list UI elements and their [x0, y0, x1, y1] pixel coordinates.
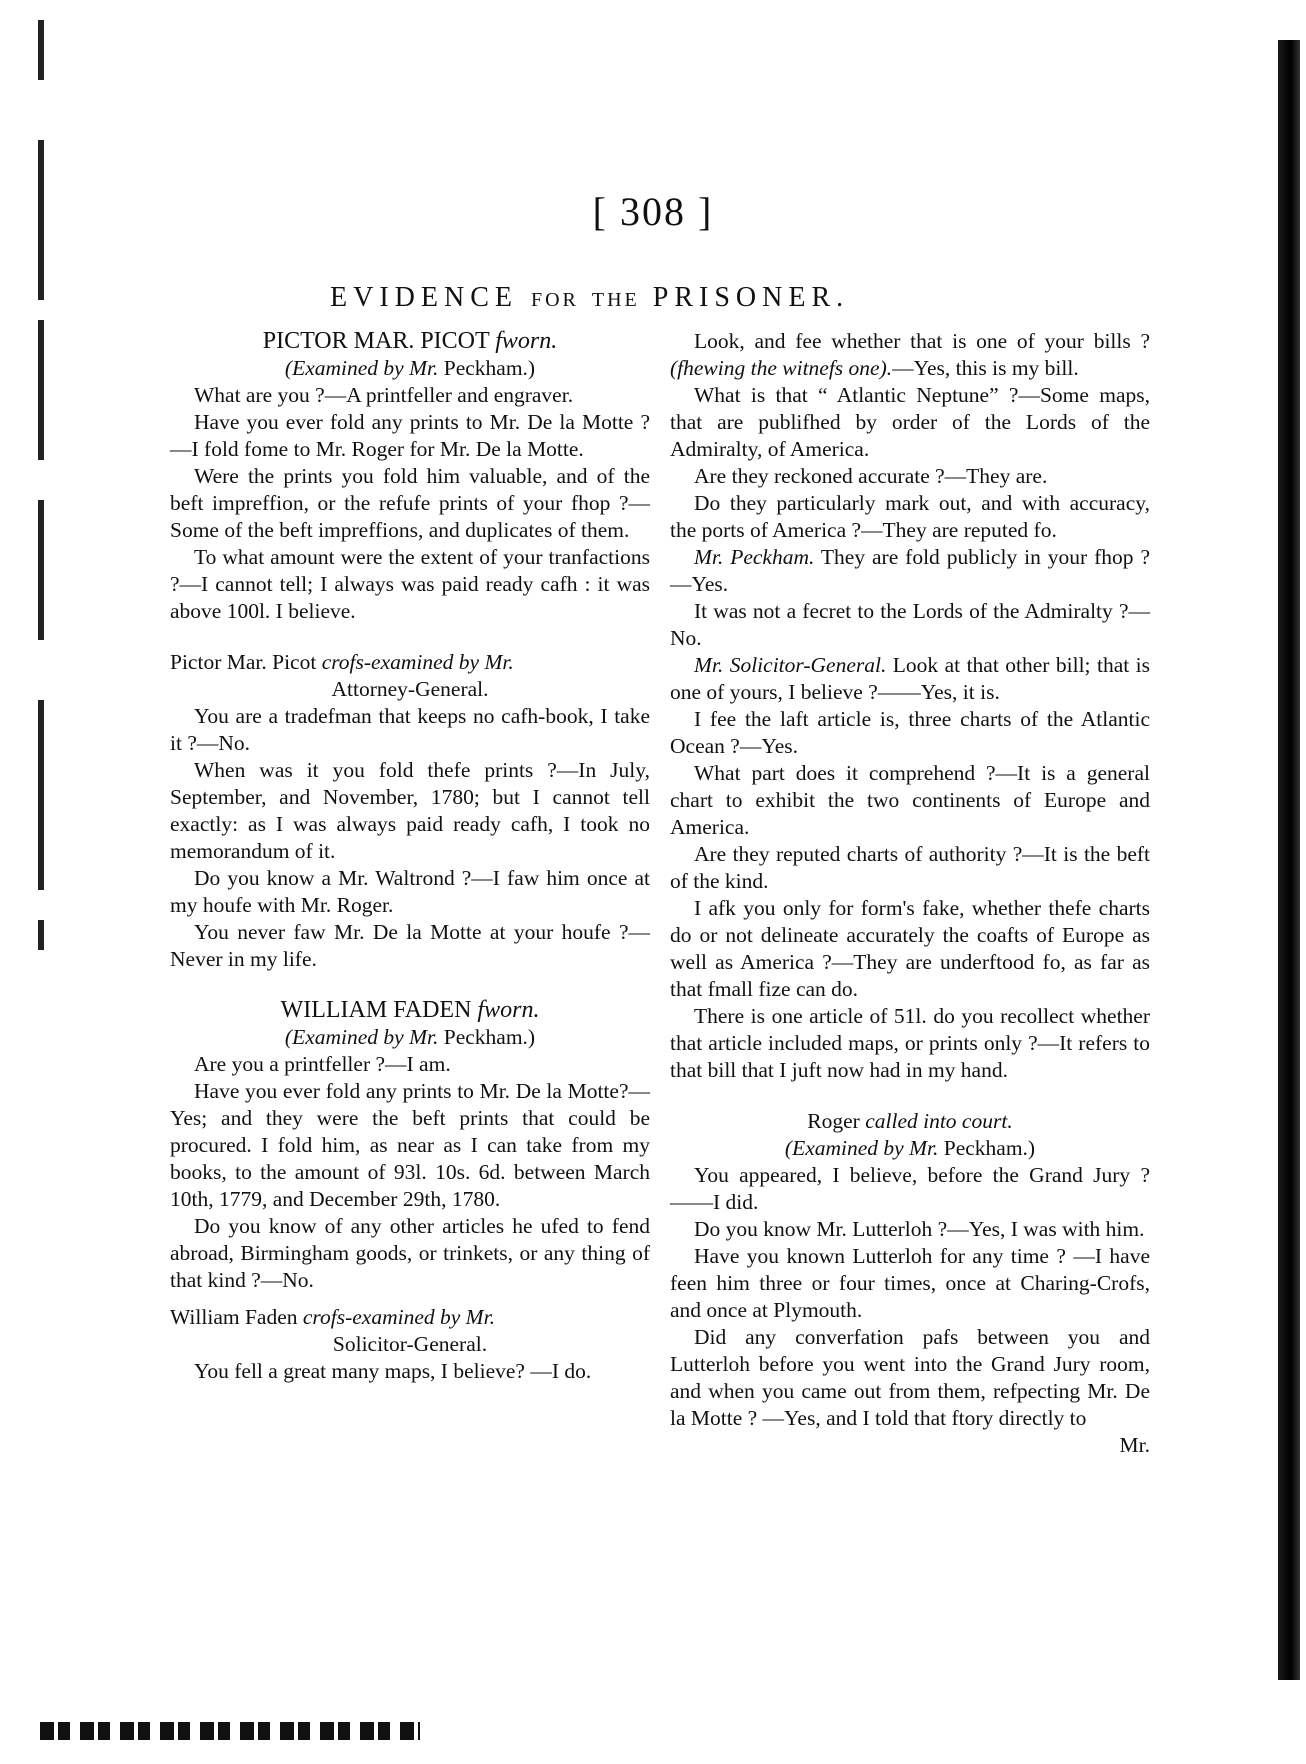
testimony-paragraph: There is one article of 51l. do you recollect whether that article included maps, or prints only ?—It refers to that bill that I juft now had in my hand.: [670, 1004, 1150, 1082]
examined-label: (Examined by Mr.: [284, 1025, 439, 1049]
cross-examined-label: crofs-examined by Mr.: [321, 650, 514, 674]
sworn-label: fworn.: [495, 328, 558, 354]
testimony-paragraph: Are you a printfeller ?—I am.: [194, 1052, 451, 1076]
testimony-paragraph: Have you known Lutterloh for any time ? —I have feen him three or four times, once at Charing-Crofs, and once at Plymouth.: [670, 1244, 1150, 1322]
testimony-paragraph: You are a tradefman that keeps no cafh-book, I take it ?—No.: [170, 704, 650, 755]
question-text: Look, and fee whether that is one of your bills ?: [694, 329, 1150, 353]
speaker-name: Mr. Solicitor-General.: [694, 653, 887, 677]
witness-name: Roger: [807, 1109, 860, 1133]
testimony-paragraph: Have you ever fold any prints to Mr. De la Motte?—Yes; and they were the beft prints that could be procured. I fold him, as near as I can take from my books, to the amount of 93l. 10s. 6d. between March 10th, 1779, and December 29th, 1780.: [170, 1079, 650, 1211]
testimony-paragraph: You never faw Mr. De la Motte at your houfe ?—Never in my life.: [170, 920, 650, 971]
testimony-paragraph: When was it you fold thefe prints ?—In July, September, and November, 1780; but I cannot tell exactly: as I was always paid ready cafh, I took no memorandum of it.: [170, 758, 650, 863]
witness-name: PICTOR MAR. PICOT: [262, 328, 490, 354]
scan-edge-right: [1278, 40, 1300, 1680]
testimony-paragraph: Have you ever fold any prints to Mr. De la Motte ?—I fold fome to Mr. Roger for Mr. De la Motte.: [170, 410, 650, 461]
section-heading: [330, 282, 849, 314]
examiner-name: Peckham.): [443, 1025, 536, 1049]
testimony-paragraph: Did any converfation pafs between you and Lutterloh before you went into the Grand Jury room, and when you came out from them, refpecting Mr. De la Motte ? —Yes, and I told that ftory directly to: [670, 1325, 1150, 1430]
testimony-paragraph: Do they particularly mark out, and with accuracy, the ports of America ?—They are reputed fo.: [670, 491, 1150, 542]
cross-exam-heading-picot: [170, 649, 650, 676]
heading-for: FOR: [530, 289, 579, 311]
cross-exam-heading-faden: [170, 1304, 650, 1331]
testimony-paragraph: Were the prints you fold him valuable, and of the beft impreffion, or the refufe prints of your fhop ?—Some of the beft impreffions, and duplicates of them.: [170, 464, 650, 542]
witness-name: William Faden: [170, 1305, 298, 1329]
heading-the: THE: [591, 289, 640, 311]
testimony-paragraph: Do you know a Mr. Waltrond ?—I faw him once at my houfe with Mr. Roger.: [170, 866, 650, 917]
testimony-paragraph: [670, 652, 1150, 706]
witness-heading-faden: [170, 997, 650, 1024]
testimony-paragraph: I afk you only for form's fake, whether thefe charts do or not delineate accurately the coafts of Europe as well as America ?—They are underftood fo, as far as that fmall fize can do.: [670, 896, 1150, 1001]
testimony-paragraph: Are they reputed charts of authority ?—It is the beft of the kind.: [670, 842, 1150, 893]
witness-heading-roger: [670, 1108, 1150, 1135]
testimony-paragraph: What part does it comprehend ?—It is a general chart to exhibit the two continents of Europe and America.: [670, 761, 1150, 839]
cross-examined-label: crofs-examined by Mr.: [302, 1305, 495, 1329]
catchword: Mr.: [1119, 1433, 1150, 1457]
called-label: called into court.: [865, 1109, 1013, 1133]
testimony-paragraph: I fee the laft article is, three charts of the Atlantic Ocean ?—Yes.: [670, 707, 1150, 758]
stage-direction: (fhewing the witnefs one).: [670, 356, 893, 380]
speaker-name: Mr. Peckham.: [694, 545, 815, 569]
scan-edge-left: [38, 20, 48, 1620]
sworn-label: fworn.: [477, 997, 540, 1023]
examined-by-line: [170, 355, 650, 382]
testimony-paragraph: [670, 328, 1150, 382]
heading-evidence: EVIDENCE: [330, 282, 518, 313]
examiner-name: Peckham.): [943, 1136, 1036, 1160]
scan-footer-marks: [40, 1722, 420, 1740]
right-column: [670, 328, 1150, 1459]
examined-label: (Examined by Mr.: [284, 356, 439, 380]
testimony-paragraph: What are you ?—A printfeller and engraver.: [194, 383, 574, 407]
examined-label: (Examined by Mr.: [784, 1136, 939, 1160]
testimony-paragraph: You appeared, I believe, before the Grand Jury ?——I did.: [670, 1163, 1150, 1214]
testimony-paragraph: To what amount were the extent of your tranfactions ?—I cannot tell; I always was paid ready cafh : it was above 100l. I believe.: [170, 545, 650, 623]
witness-name: Pictor Mar. Picot: [170, 650, 317, 674]
page-number: [ 308 ]: [592, 189, 714, 234]
testimony-paragraph: Are they reckoned accurate ?—They are.: [694, 464, 1048, 488]
testimony-paragraph: What is that “ Atlantic Neptune” ?—Some maps, that are publifhed by order of the Lords of the Admiralty, of America.: [670, 383, 1150, 461]
witness-name: WILLIAM FADEN: [280, 997, 472, 1023]
examined-by-line: [670, 1135, 1150, 1162]
testimony-paragraph: Do you know Mr. Lutterloh ?—Yes, I was with him.: [694, 1217, 1145, 1241]
testimony-paragraph: You fell a great many maps, I believe? —I do.: [194, 1359, 592, 1383]
testimony-paragraph: Do you know of any other articles he ufed to fend abroad, Birmingham goods, or trinkets, or any thing of that kind ?—No.: [170, 1214, 650, 1292]
witness-heading-picot: [170, 328, 650, 355]
examiner-title: Solicitor-General.: [332, 1332, 488, 1356]
examined-by-line: [170, 1024, 650, 1051]
question-text: They are fold publicly in your fhop ?—Yes.: [670, 545, 1150, 596]
answer-text: —Yes, this is my bill.: [892, 356, 1079, 380]
examiner-name: Peckham.): [443, 356, 536, 380]
testimony-paragraph: [670, 544, 1150, 598]
examiner-title: Attorney-General.: [331, 677, 489, 701]
heading-prisoner: PRISONER.: [652, 282, 850, 313]
question-text: Look at that other bill; that is one of yours, I believe ?——Yes, it is.: [670, 653, 1150, 704]
testimony-paragraph: It was not a fecret to the Lords of the Admiralty ?—No.: [670, 599, 1150, 650]
left-column: [170, 328, 650, 1385]
